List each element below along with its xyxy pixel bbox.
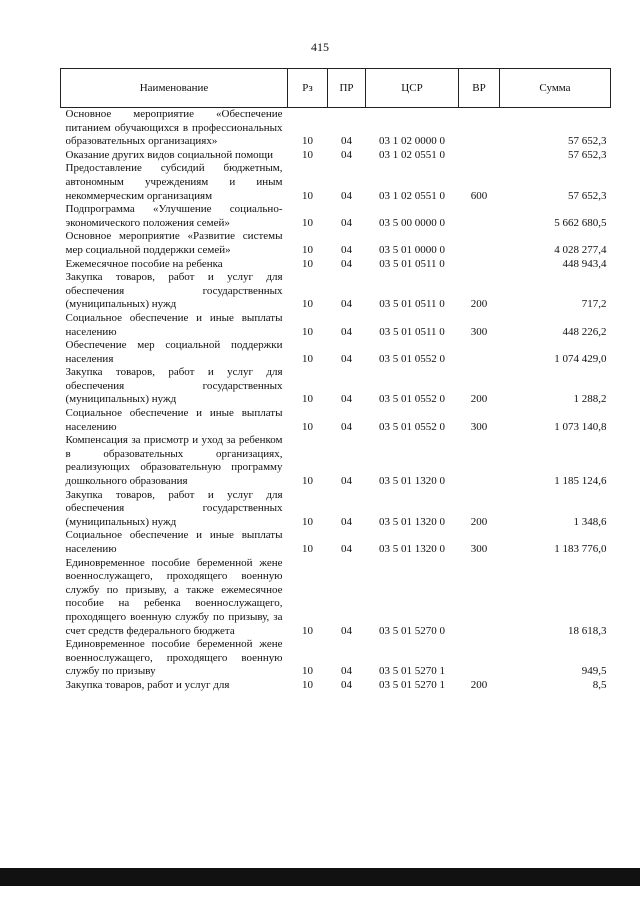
cell-sum: 949,5 [581, 665, 607, 678]
cell-pr: 04 [341, 678, 352, 691]
cell-rz: 10 [302, 665, 313, 678]
cell-vr [459, 434, 500, 488]
table-row [61, 162, 611, 203]
cell-vr [459, 108, 500, 149]
cell-csr: 03 5 01 1320 0 [379, 515, 445, 528]
cell-rz: 10 [302, 243, 313, 256]
cell-rz: 10 [302, 543, 313, 555]
cell-csr: 03 1 02 0551 0 [379, 148, 445, 161]
cell-csr: 03 5 01 1320 0 [379, 475, 445, 488]
cell-sum: 57 652,3 [568, 135, 607, 148]
cell-rz: 10 [302, 189, 313, 202]
table-row [61, 557, 611, 639]
header-pr: ПР [328, 69, 366, 108]
table-row [61, 230, 611, 257]
cell-name: Единовременное пособие беременной жене военнослужащего, проходящего военную службу по призыву [65, 638, 283, 678]
cell-name: Закупка товаров, работ и услуг для обеспечения государственных (муниципальных) нужд [65, 271, 283, 311]
cell-vr [459, 557, 500, 639]
cell-vr: 300 [470, 325, 488, 338]
cell-sum: 57 652,3 [568, 189, 607, 202]
cell-csr: 03 5 01 5270 1 [379, 665, 445, 678]
cell-csr: 03 1 02 0551 0 [379, 189, 445, 202]
cell-vr: 200 [470, 298, 488, 311]
cell-rz: 10 [302, 420, 313, 433]
cell-vr [459, 203, 500, 230]
cell-rz: 10 [302, 393, 313, 406]
cell-rz: 10 [302, 352, 313, 365]
cell-vr [459, 258, 500, 272]
cell-vr: 200 [470, 393, 488, 406]
cell-rz: 10 [302, 298, 313, 311]
cell-vr: 200 [470, 678, 488, 691]
cell-vr: 300 [470, 543, 488, 555]
cell-csr: 03 5 01 0511 0 [379, 257, 445, 270]
scan-bottom-border [0, 868, 640, 886]
cell-sum: 1 185 124,6 [554, 475, 607, 488]
header-sum: Сумма [500, 69, 611, 108]
cell-vr: 300 [470, 420, 488, 433]
table-row [61, 489, 611, 530]
cell-pr: 04 [341, 665, 352, 678]
cell-sum: 4 028 277,4 [554, 243, 607, 256]
cell-csr: 03 5 01 0511 0 [379, 325, 445, 338]
cell-sum: 1 348,6 [573, 515, 607, 528]
cell-name: Основное мероприятие «Развитие системы мер социальной поддержки семей» [65, 230, 283, 256]
cell-name: Социальное обеспечение и иные выплаты населению [65, 529, 283, 555]
budget-table [60, 68, 611, 693]
cell-vr [459, 149, 500, 163]
cell-csr: 03 5 01 0552 0 [379, 393, 445, 406]
cell-csr: 03 5 01 0511 0 [379, 298, 445, 311]
cell-csr: 03 5 01 0552 0 [379, 352, 445, 365]
cell-vr: 600 [470, 189, 488, 202]
cell-csr: 03 5 01 5270 1 [379, 678, 445, 691]
table-row [61, 434, 611, 488]
cell-sum: 8,5 [592, 678, 607, 691]
cell-csr: 03 1 02 0000 0 [379, 135, 445, 148]
table-row [61, 679, 611, 693]
cell-pr: 04 [341, 148, 352, 161]
cell-pr: 04 [341, 543, 352, 555]
cell-pr: 04 [341, 298, 352, 311]
cell-name: Социальное обеспечение и иные выплаты населению [65, 407, 283, 433]
cell-name: Оказание других видов социальной помощи [65, 148, 274, 161]
cell-pr: 04 [341, 325, 352, 338]
cell-sum: 1 073 140,8 [554, 420, 607, 433]
cell-csr: 03 5 00 0000 0 [379, 216, 445, 229]
table-row [61, 108, 611, 149]
cell-pr: 04 [341, 515, 352, 528]
cell-rz: 10 [302, 475, 313, 488]
cell-name: Закупка товаров, работ и услуг для обеспечения государственных (муниципальных) нужд [65, 488, 283, 528]
cell-pr: 04 [341, 475, 352, 488]
cell-sum: 1 074 429,0 [554, 352, 607, 365]
cell-rz: 10 [302, 148, 313, 161]
table-row [61, 529, 611, 556]
cell-csr: 03 5 01 5270 0 [379, 624, 445, 637]
cell-rz: 10 [302, 135, 313, 148]
header-name: Наименование [61, 69, 288, 108]
table-body [61, 108, 611, 693]
table-row [61, 638, 611, 679]
cell-pr: 04 [341, 189, 352, 202]
header-csr: ЦСР [366, 69, 459, 108]
cell-rz: 10 [302, 325, 313, 338]
cell-name: Предоставление субсидий бюджетным, автономным учреждениям и иным некоммерческим организациям [65, 162, 283, 202]
cell-pr: 04 [341, 135, 352, 148]
cell-sum: 18 618,3 [568, 624, 607, 637]
page-number: 415 [311, 40, 329, 54]
table-row [61, 271, 611, 312]
cell-name: Закупка товаров, работ и услуг для обеспечения государственных (муниципальных) нужд [65, 366, 283, 406]
cell-vr [459, 339, 500, 366]
cell-name: Единовременное пособие беременной жене военнослужащего, проходящего военную службу по призыву, а также ежемесячное пособие на ребенка военнослужащего, проходящего военную службу по призыву, за счет средств федерального бюджета [65, 556, 283, 637]
cell-sum: 1 288,2 [573, 393, 607, 406]
table-row [61, 312, 611, 339]
table-row [61, 203, 611, 230]
cell-rz: 10 [302, 257, 313, 270]
cell-rz: 10 [302, 515, 313, 528]
table-row [61, 407, 611, 434]
cell-pr: 04 [341, 420, 352, 433]
cell-rz: 10 [302, 624, 313, 637]
cell-rz: 10 [302, 678, 313, 691]
header-vr: ВР [459, 69, 500, 108]
table-row [61, 258, 611, 272]
cell-sum: 448 943,4 [562, 257, 607, 270]
table-row [61, 149, 611, 163]
cell-sum: 57 652,3 [568, 148, 607, 161]
cell-rz: 10 [302, 216, 313, 229]
cell-pr: 04 [341, 216, 352, 229]
cell-sum: 717,2 [581, 298, 607, 311]
cell-name: Подпрограмма «Улучшение социально-экономического положения семей» [65, 203, 283, 229]
table-row [61, 366, 611, 407]
cell-csr: 03 5 01 0000 0 [379, 243, 445, 256]
cell-sum: 1 183 776,0 [554, 543, 607, 555]
cell-pr: 04 [341, 393, 352, 406]
cell-csr: 03 5 01 0552 0 [379, 420, 445, 433]
cell-sum: 448 226,2 [562, 325, 607, 338]
cell-vr [459, 230, 500, 257]
cell-pr: 04 [341, 352, 352, 365]
cell-pr: 04 [341, 257, 352, 270]
cell-vr: 200 [470, 515, 488, 528]
cell-name: Обеспечение мер социальной поддержки населения [65, 339, 283, 365]
cell-name: Компенсация за присмотр и уход за ребенком в образовательных организациях, реализующих образовательную программу дошкольного образования [65, 434, 283, 488]
cell-pr: 04 [341, 243, 352, 256]
table-row [61, 339, 611, 366]
cell-vr [459, 638, 500, 679]
cell-name: Ежемесячное пособие на ребенка [65, 257, 223, 270]
cell-name: Закупка товаров, работ и услуг для [65, 678, 230, 691]
header-rz: Рз [288, 69, 328, 108]
table-header-row [61, 69, 611, 108]
cell-pr: 04 [341, 624, 352, 637]
cell-csr: 03 5 01 1320 0 [379, 543, 445, 555]
cell-sum: 5 662 680,5 [554, 216, 607, 229]
cell-name: Социальное обеспечение и иные выплаты населению [65, 311, 283, 338]
cell-name: Основное мероприятие «Обеспечение питанием обучающихся в профессиональных образовательных организациях» [65, 108, 283, 148]
